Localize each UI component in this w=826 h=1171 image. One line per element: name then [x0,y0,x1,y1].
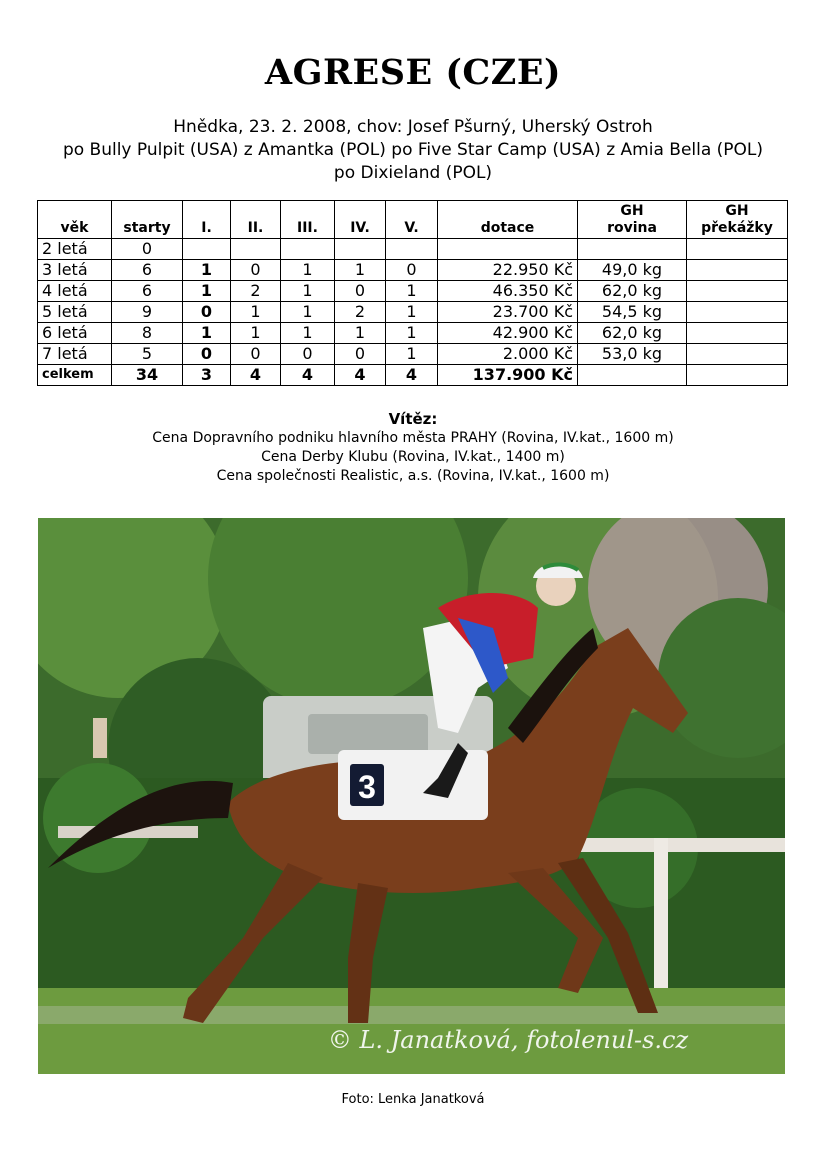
cell-gh-flat: 62,0 kg [578,323,687,344]
win-item: Cena Derby Klubu (Rovina, IV.kat., 1400 m) [261,449,565,465]
cell-second [231,239,281,260]
cell-third: 1 [281,302,335,323]
photo-watermark: © L. Janatková, fotolenul-s.cz [327,1026,689,1054]
race-record-table [37,200,788,386]
cell-gh-flat: 53,0 kg [578,344,687,365]
cell-second: 0 [231,260,281,281]
table-header-row [38,201,788,239]
win-item: Cena Dopravního podniku hlavního města PRAHY (Rovina, IV.kat., 1600 m) [152,430,674,446]
cell-gh-flat [578,365,687,386]
cell-gh-jumps [687,365,788,386]
cell-second: 1 [231,323,281,344]
col-header-first: I. [183,201,231,239]
cell-third: 1 [281,260,335,281]
cell-starts: 5 [112,344,183,365]
col-header-gh-flat: GH rovina [578,201,687,239]
cell-age: 7 letá [38,344,112,365]
table-row [38,323,788,344]
cell-fifth: 4 [386,365,438,386]
col-header-second: II. [231,201,281,239]
table-row [38,344,788,365]
win-item: Cena společnosti Realistic, a.s. (Rovina, IV.kat., 1600 m) [216,468,610,484]
cell-fifth: 1 [386,344,438,365]
cell-fifth: 1 [386,281,438,302]
cell-starts: 9 [112,302,183,323]
wins-section [0,410,826,486]
cell-prize-money [438,239,578,260]
cell-gh-flat: 49,0 kg [578,260,687,281]
cell-gh-flat [578,239,687,260]
col-header-third: III. [281,201,335,239]
horse-name-title: AGRESE (CZE) [264,52,562,93]
cell-first: 3 [183,365,231,386]
cell-gh-jumps [687,260,788,281]
cell-third: 0 [281,344,335,365]
col-header-age: věk [38,201,112,239]
cell-fourth: 4 [335,365,386,386]
horse-pedigree-line-2: po Dixieland (POL) [333,163,493,183]
cell-first: 0 [183,302,231,323]
horse-pedigree-line: po Bully Pulpit (USA) z Amantka (POL) po Five Star Camp (USA) z Amia Bella (POL) [62,140,764,160]
cell-first: 0 [183,344,231,365]
cell-prize-money: 22.950 Kč [438,260,578,281]
cell-age: celkem [38,365,112,386]
cell-gh-jumps [687,323,788,344]
cell-fourth: 1 [335,323,386,344]
cell-fourth: 1 [335,260,386,281]
cell-gh-jumps [687,344,788,365]
cell-prize-money: 2.000 Kč [438,344,578,365]
cell-age: 6 letá [38,323,112,344]
cell-fourth: 2 [335,302,386,323]
cell-second: 2 [231,281,281,302]
cell-fifth: 1 [386,323,438,344]
cell-starts: 6 [112,281,183,302]
cell-third: 1 [281,323,335,344]
cell-gh-jumps [687,302,788,323]
cell-second: 1 [231,302,281,323]
horse-photo-illustration [38,518,785,1074]
col-header-fifth: V. [386,201,438,239]
table-row [38,281,788,302]
col-header-prize-money: dotace [438,201,578,239]
col-header-gh-jumps: GH překážky [687,201,788,239]
cell-fourth: 0 [335,344,386,365]
cell-prize-money: 137.900 Kč [438,365,578,386]
cell-gh-jumps [687,239,788,260]
cell-third [281,239,335,260]
cell-fifth: 0 [386,260,438,281]
photo-credit: Foto: Lenka Janatková [341,1092,485,1107]
cell-prize-money: 23.700 Kč [438,302,578,323]
cell-fourth [335,239,386,260]
cell-first: 1 [183,323,231,344]
cell-fourth: 0 [335,281,386,302]
horse-info-line-1: Hnědka, 23. 2. 2008, chov: Josef Pšurný, Uherský Ostroh [173,117,653,137]
cell-gh-jumps [687,281,788,302]
table-row [38,239,788,260]
cell-third: 1 [281,281,335,302]
cell-first: 1 [183,281,231,302]
wins-heading: Vítěz: [388,410,438,428]
cell-third: 4 [281,365,335,386]
cell-second: 4 [231,365,281,386]
cell-gh-flat: 62,0 kg [578,281,687,302]
col-header-fourth: IV. [335,201,386,239]
cell-starts: 8 [112,323,183,344]
cell-age: 5 letá [38,302,112,323]
cell-age: 3 letá [38,260,112,281]
table-total-row [38,365,788,386]
cell-age: 4 letá [38,281,112,302]
cell-second: 0 [231,344,281,365]
cell-gh-flat: 54,5 kg [578,302,687,323]
cell-starts: 34 [112,365,183,386]
cell-first: 1 [183,260,231,281]
cell-first [183,239,231,260]
cell-prize-money: 42.900 Kč [438,323,578,344]
col-header-starts: starty [112,201,183,239]
horse-photo [38,518,785,1074]
table-row [38,302,788,323]
cell-starts: 6 [112,260,183,281]
cell-prize-money: 46.350 Kč [438,281,578,302]
cell-fifth: 1 [386,302,438,323]
cell-age: 2 letá [38,239,112,260]
cell-starts: 0 [112,239,183,260]
saddle-number: 3 [358,769,376,805]
cell-fifth [386,239,438,260]
table-row [38,260,788,281]
